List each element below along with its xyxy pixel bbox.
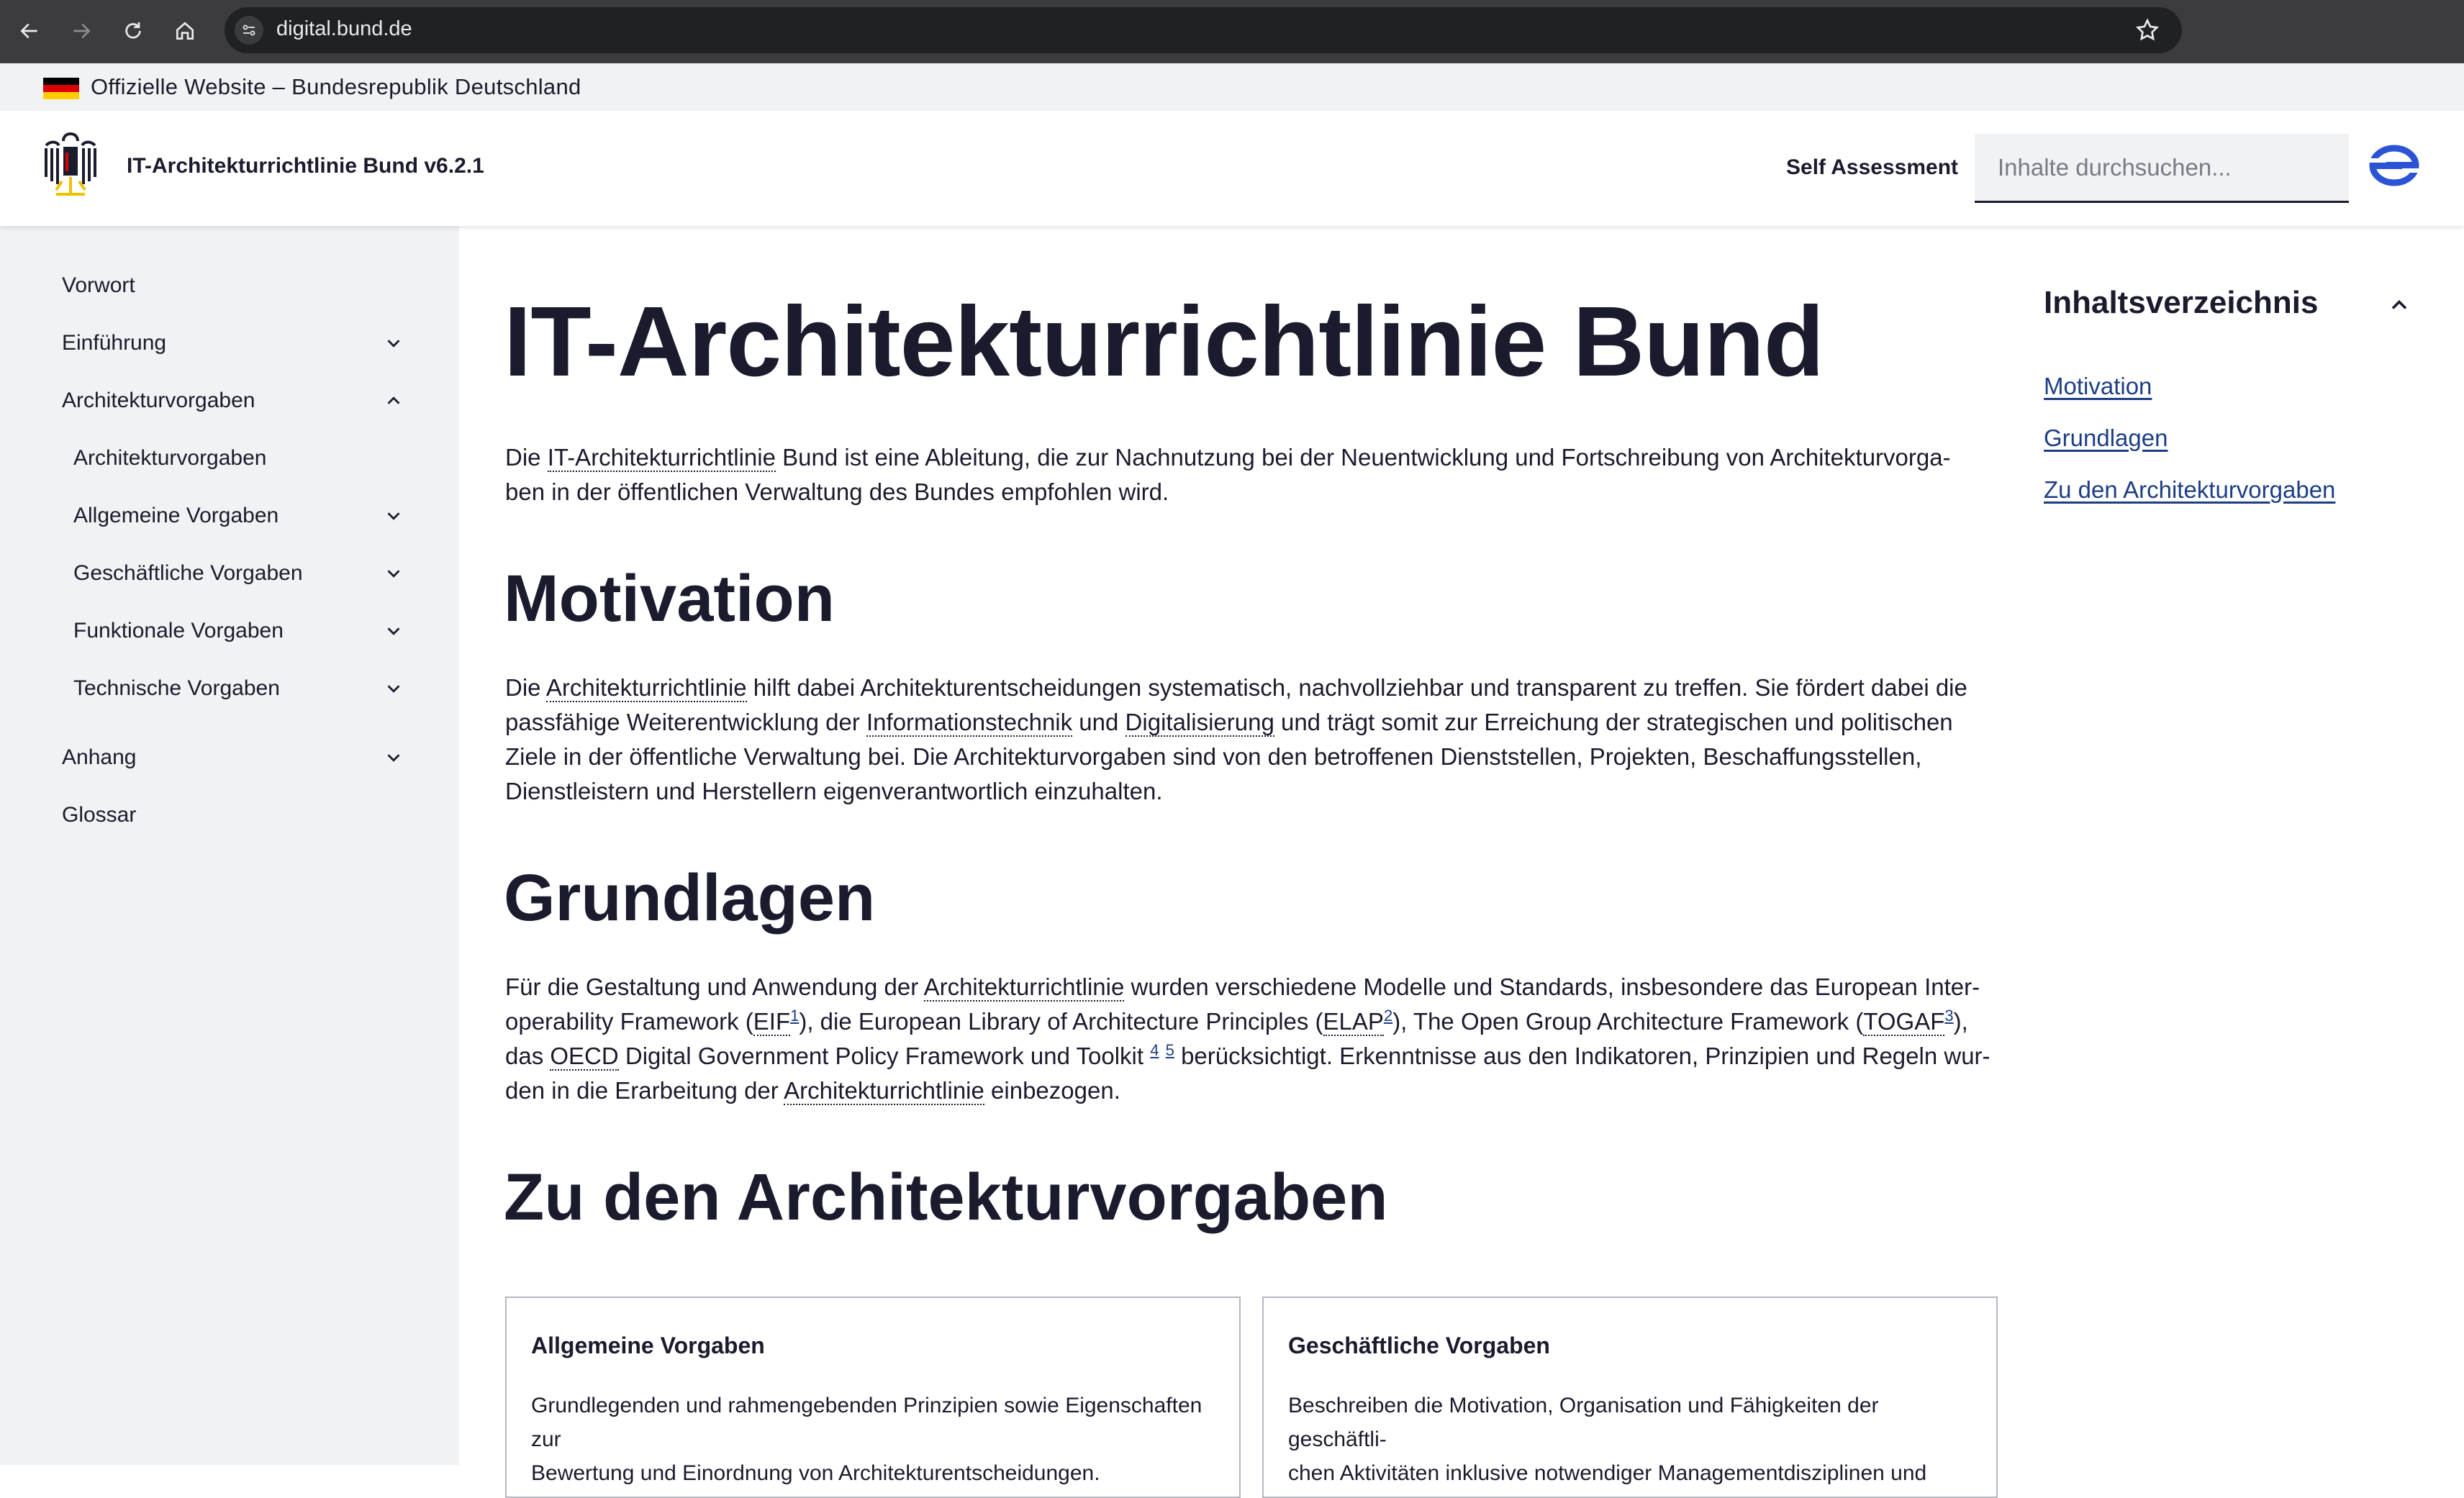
intro-paragraph — [505, 440, 1999, 509]
footnote-link[interactable]: 5 — [1165, 1041, 1174, 1059]
sidebar-item-vorwort[interactable]: Vorwort — [62, 273, 135, 297]
glossary-link[interactable]: Architekturrichtlinie — [784, 1077, 984, 1104]
chevron-up-icon[interactable] — [2386, 292, 2412, 318]
sidebar-navigation — [0, 226, 459, 1465]
text: operability Framework ( — [505, 1008, 753, 1035]
text: den in die Erarbeitung der — [505, 1077, 784, 1104]
grundlagen-paragraph — [505, 970, 1999, 1108]
text: hilft dabei Architekturentscheidungen systematisch, nachvollziehbar und transparent zu treffen. Sie fördert dabei die — [746, 674, 1967, 701]
text: berücksichtigt. Erkenntnisse aus den Indikatoren, Prinzipien und Regeln wur- — [1174, 1043, 1990, 1069]
site-brand-title[interactable]: IT-Architekturrichtlinie Bund v6.2.1 — [127, 154, 484, 178]
glossary-link[interactable]: Architekturrichtlinie — [923, 973, 1125, 1000]
text: Digital Government Policy Framework und Toolkit — [618, 1043, 1151, 1069]
glossary-link[interactable]: Architekturrichtlinie — [545, 674, 747, 701]
chevron-up-icon[interactable] — [383, 390, 404, 412]
card-title[interactable]: Allgemeine Vorgaben — [531, 1333, 765, 1358]
card-allgemeine-vorgaben[interactable] — [505, 1297, 1241, 1498]
glossary-link[interactable]: Informationstechnik — [866, 709, 1073, 735]
text: ben in der öffentlichen Verwaltung des Bundes empfohlen wird. — [505, 478, 1169, 505]
bookmark-star-icon[interactable] — [2134, 17, 2160, 43]
sidebar-subitem-geschaeftliche-vorgaben[interactable]: Geschäftliche Vorgaben — [73, 561, 303, 585]
sidebar-subitem-technische-vorgaben[interactable]: Technische Vorgaben — [73, 676, 280, 700]
card-description — [531, 1389, 1222, 1490]
abbreviation-togaf[interactable]: TOGAF — [1863, 1008, 1945, 1035]
text: einbezogen. — [984, 1077, 1120, 1104]
page-title: IT-Architekturrichtlinie Bund — [504, 286, 1824, 397]
footnote-link[interactable]: 2 — [1383, 1007, 1393, 1025]
footnote-link[interactable]: 1 — [790, 1007, 800, 1025]
sidebar-subitem-architekturvorgaben[interactable]: Architekturvorgaben — [73, 446, 267, 470]
text: Beschreiben die Motivation, Organisation und Fähigkeiten der geschäftli- — [1288, 1394, 1879, 1451]
text: Die — [505, 444, 548, 471]
abbreviation-elap[interactable]: ELAP — [1323, 1008, 1384, 1035]
motivation-paragraph — [505, 671, 1999, 809]
digital-bund-logo-icon[interactable] — [2369, 144, 2419, 187]
sidebar-subitem-allgemeine-vorgaben[interactable]: Allgemeine Vorgaben — [73, 504, 279, 527]
glossary-link[interactable]: Digitalisierung — [1125, 709, 1274, 735]
footnote-link[interactable]: 3 — [1944, 1007, 1954, 1025]
text: chen Aktivitäten inklusive notwendiger Managementdisziplinen und — [1288, 1461, 1927, 1485]
address-bar[interactable] — [225, 7, 2182, 53]
toc-link-zu-den-architekturvorgaben[interactable]: Zu den Architekturvorgaben — [2044, 476, 2336, 503]
heading-zu-den-architekturvorgaben: Zu den Architekturvorgaben — [504, 1161, 1388, 1234]
text: Bund ist eine Ableitung, die zur Nachnutzung bei der Neuentwicklung und Fortschreibung von Architekturvorga- — [775, 444, 1951, 471]
text: Ziele in der öffentliche Verwaltung bei. Die Architekturvorgaben sind von den betroffenen Dienststellen, Projekten, Beschaffungsstellen, — [505, 743, 1922, 770]
footnote-link[interactable]: 4 — [1150, 1041, 1159, 1059]
text: Grundlegenden und rahmengebenden Prinzipien sowie Eigenschaften zur — [531, 1394, 1202, 1451]
text: ), — [1953, 1008, 1968, 1035]
sidebar-item-architekturvorgaben[interactable]: Architekturvorgaben — [62, 389, 255, 412]
heading-grundlagen: Grundlagen — [504, 861, 876, 935]
text: ), die European Library of Architecture Principles ( — [799, 1008, 1323, 1035]
text: Die — [505, 674, 546, 701]
sidebar-subitem-funktionale-vorgaben[interactable]: Funktionale Vorgaben — [73, 619, 284, 643]
self-assessment-link[interactable]: Self Assessment — [1786, 155, 1959, 179]
search-input[interactable] — [1975, 134, 2349, 203]
abbreviation-oecd[interactable]: OECD — [550, 1043, 619, 1069]
chevron-down-icon[interactable] — [383, 563, 404, 584]
federal-eagle-logo[interactable] — [42, 131, 99, 206]
heading-motivation: Motivation — [504, 562, 835, 635]
glossary-link[interactable]: IT-Architekturrichtlinie — [547, 444, 776, 471]
forward-arrow-icon[interactable] — [65, 14, 98, 47]
abbreviation-eif[interactable]: EIF — [753, 1008, 791, 1035]
toc-title: Inhaltsverzeichnis — [2044, 285, 2319, 320]
back-arrow-icon[interactable] — [13, 14, 46, 47]
card-title[interactable]: Geschäftliche Vorgaben — [1288, 1333, 1550, 1358]
text: wurden verschiedene Modelle und Standards, insbesondere das European Inter- — [1124, 973, 1980, 1000]
browser-toolbar — [0, 0, 2464, 63]
official-website-banner — [0, 63, 2464, 111]
sidebar-item-anhang[interactable]: Anhang — [62, 745, 137, 769]
site-header — [0, 111, 2464, 226]
german-flag-icon — [43, 78, 79, 99]
text: das — [505, 1043, 551, 1069]
toc-link-grundlagen[interactable]: Grundlagen — [2044, 425, 2168, 451]
chevron-down-icon[interactable] — [383, 620, 404, 642]
text: Für die Gestaltung und Anwendung der — [505, 973, 924, 1000]
sidebar-item-glossar[interactable]: Glossar — [62, 803, 137, 827]
chevron-down-icon[interactable] — [383, 678, 404, 699]
chevron-down-icon[interactable] — [383, 747, 404, 768]
text: und — [1072, 709, 1125, 735]
url-text[interactable]: digital.bund.de — [276, 17, 412, 40]
card-geschaeftliche-vorgaben[interactable] — [1262, 1297, 1998, 1498]
site-settings-icon[interactable] — [235, 16, 263, 45]
text: und trägt somit zur Erreichung der strategischen und politischen — [1274, 709, 1953, 735]
text: ), The Open Group Architecture Framework ( — [1392, 1008, 1864, 1035]
text: Dienstleistern und Herstellern eigenverantwortlich einzuhalten. — [505, 778, 1163, 804]
sidebar-item-einfuehrung[interactable]: Einführung — [62, 331, 167, 355]
toc-link-motivation[interactable]: Motivation — [2044, 373, 2152, 399]
text: passfähige Weiterentwicklung der — [505, 709, 866, 735]
chevron-down-icon[interactable] — [383, 332, 404, 354]
card-description — [1288, 1389, 1979, 1490]
official-banner-text: Offizielle Website – Bundesrepublik Deutschland — [91, 74, 581, 99]
text: Bewertung und Einordnung von Architekturentscheidungen. — [531, 1461, 1100, 1485]
reload-icon[interactable] — [117, 14, 150, 47]
chevron-down-icon[interactable] — [383, 505, 404, 527]
home-icon[interactable] — [168, 14, 201, 47]
